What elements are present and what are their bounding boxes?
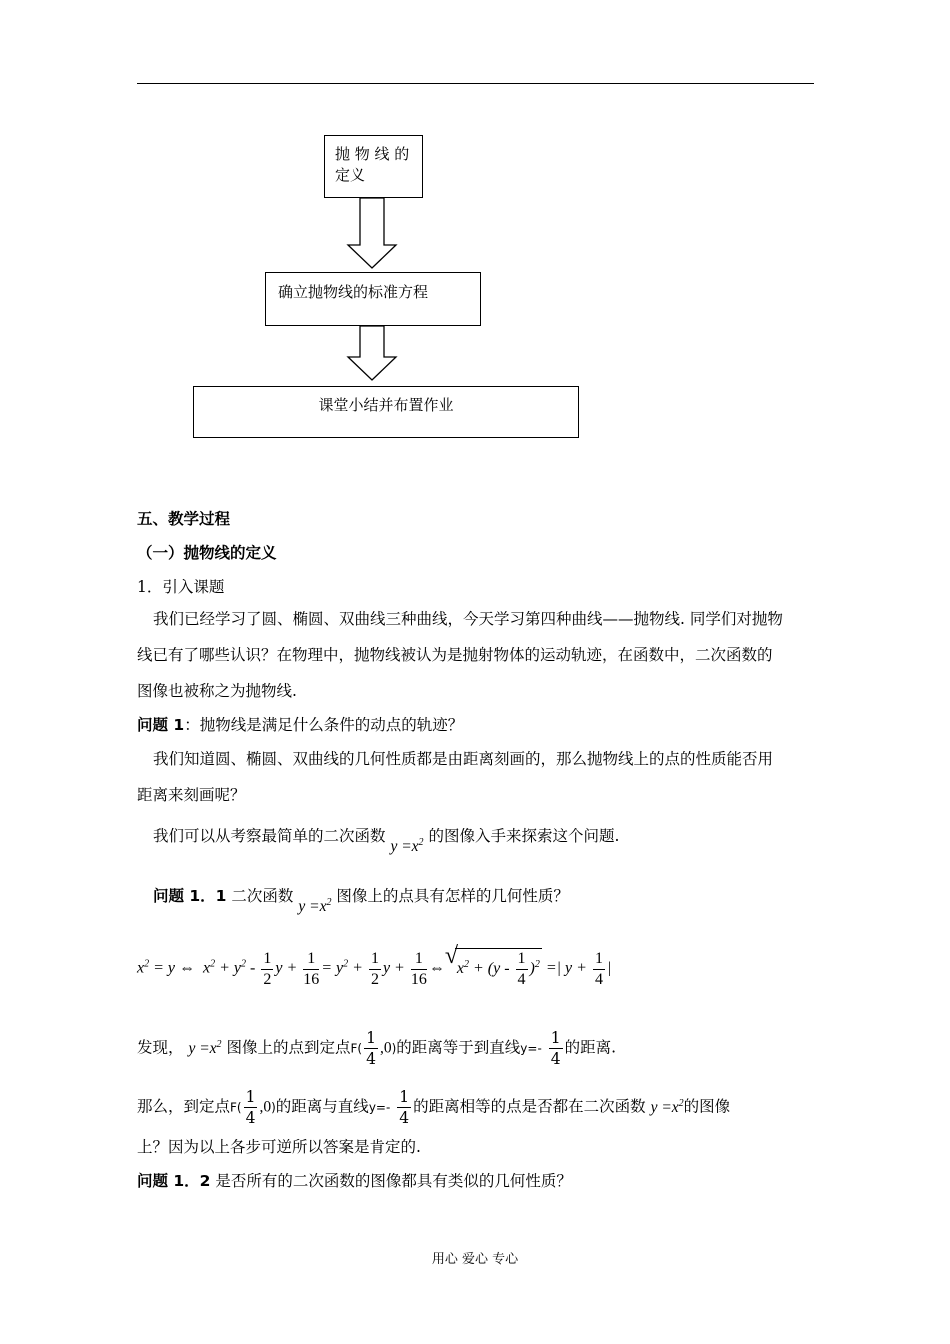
discovery-line: 发现， $y =x^2$ 图像上的点到定点F( $\frac{1}{4}$ ,0)的距离等于到直线y=- $\frac{1}{4}$ 的距离. — [137, 1029, 617, 1068]
formula-y-eq-x2-c: $y =x^2$ — [188, 1038, 222, 1057]
para1-line2: 线已有了哪些认识？在物理中，抛物线被认为是抛射物体的运动轨迹，在函数中，二次函数的 — [137, 646, 773, 664]
focus-frac-b: $\frac{1}{4}$ — [245, 1088, 256, 1127]
section-title: 五、教学过程 — [137, 510, 231, 528]
find-mid1: 图像上的点到定点 — [226, 1038, 351, 1057]
then-mid1: 的距离与直线 — [275, 1097, 369, 1116]
formula-y-eq-x2: $y =x^2$ — [390, 837, 424, 856]
formula-y-eq-x2-b: $y =x^2$ — [298, 897, 332, 916]
item-1: 1．引入课题 — [137, 578, 225, 596]
sqrt-expression: √ $x^2 + (y$ - $\frac{1}{4}$ )$^2$ — [444, 943, 540, 988]
box2-label: 确立抛物线的标准方程 — [278, 283, 429, 301]
frac-1-16-b: $\frac{1}{16}$ — [410, 949, 427, 988]
frac-1-4-abs: $\frac{1}{4}$ — [594, 949, 603, 988]
derivation-formula: $x^2 = y$ ⇔ $x^2 + y^2$ - $\frac{1}{2}$ y + $\frac{1}{16}$ = $y^2$ + $\frac{1}{2}$ y + $\frac{1}{16}$ ⇔ √ $x^2 + (y$ - $\frac{1}{4}$ )$^2$ =| y + $\frac{1}{4}$ | — [137, 943, 612, 988]
then-pre: 那么，到定点 — [137, 1097, 231, 1116]
question-1-text: ：抛物线是满足什么条件的动点的轨迹？ — [184, 716, 464, 734]
subsection-title: （一）抛物线的定义 — [137, 544, 277, 562]
page-footer: 用心 爱心 专心 — [431, 1252, 519, 1267]
then-line2: 上？因为以上各步可逆所以答案是肯定的. — [137, 1138, 421, 1156]
box3-label: 课堂小结并布置作业 — [318, 396, 454, 414]
then-post: 的图像 — [683, 1097, 731, 1116]
find-post: 的距离. — [564, 1038, 617, 1057]
question-1-2-text: 是否所有的二次函数的图像都具有类似的几何性质？ — [215, 1172, 572, 1190]
para2-line1: 我们知道圆、椭圆、双曲线的几何性质都是由距离刻画的，那么抛物线上的点的性质能否用 — [153, 750, 774, 768]
find-pre: 发现， — [137, 1038, 184, 1057]
question-1 — [137, 714, 463, 736]
box1-line1: 抛 物 线 的 — [335, 145, 410, 163]
flow-box-summary-homework — [193, 386, 579, 438]
focus-frac: $\frac{1}{4}$ — [366, 1029, 376, 1068]
directrix-frac-b: $\frac{1}{4}$ — [399, 1088, 410, 1127]
flow-box-standard-equation — [265, 272, 481, 326]
para1-line3: 图像也被称之为抛物线. — [137, 682, 297, 700]
frac-1-2-b: $\frac{1}{2}$ — [370, 949, 379, 988]
question-1-label: 问题 1 — [137, 716, 185, 734]
question-1-1 — [153, 882, 569, 916]
frac-1-16: $\frac{1}{16}$ — [303, 949, 320, 988]
frac-1-2: $\frac{1}{2}$ — [263, 949, 272, 988]
para2-line2: 距离来刻画呢？ — [137, 786, 246, 804]
question-1-1-post: 图像上的点具有怎样的几何性质？ — [336, 887, 569, 906]
flow-box-parabola-definition — [324, 135, 423, 198]
down-arrow-1 — [348, 198, 396, 268]
then-mid2: 的距离相等的点是否都在二次函数 — [413, 1097, 646, 1116]
formula-y-eq-x2-d: $y =x^2$ — [650, 1097, 684, 1116]
question-1-2-label: 问题 1．2 — [137, 1172, 211, 1190]
para1-line1: 我们已经学习了圆、椭圆、双曲线三种曲线，今天学习第四种曲线——抛物线. 同学们对抛物 — [153, 610, 783, 628]
then-line: 那么，到定点F( $\frac{1}{4}$ ,0)的距离与直线y=- $\frac{1}{4}$ 的距离相等的点是否都在二次函数 $y =x^2$的图像 — [137, 1088, 731, 1127]
para3 — [153, 822, 620, 856]
question-1-1-pre: 二次函数 — [231, 887, 294, 906]
question-1-2 — [137, 1170, 572, 1192]
find-mid2: 的距离等于到直线 — [396, 1038, 521, 1057]
question-1-1-label: 问题 1．1 — [153, 887, 227, 906]
down-arrow-2 — [348, 326, 396, 380]
para3-pre: 我们可以从考察最简单的二次函数 — [153, 827, 386, 846]
directrix-frac: $\frac{1}{4}$ — [550, 1029, 561, 1068]
box1-line2: 定义 — [335, 166, 366, 184]
para3-post: 的图像入手来探索这个问题. — [428, 827, 620, 846]
frac-1-4-sqrt: $\frac{1}{4}$ — [517, 950, 526, 988]
